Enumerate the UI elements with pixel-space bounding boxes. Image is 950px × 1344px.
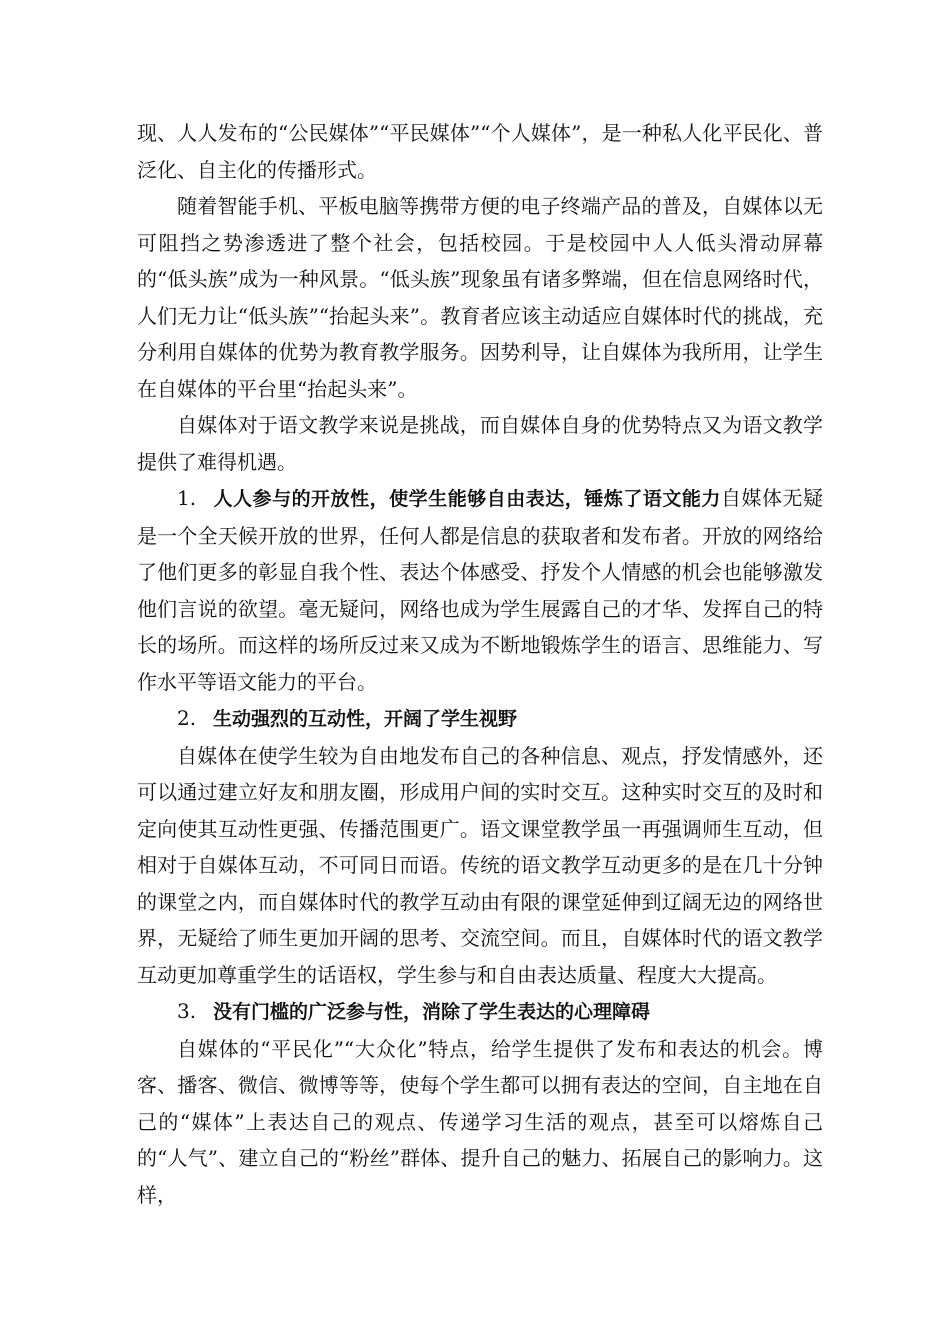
section-3-number: 3. bbox=[177, 999, 197, 1023]
section-1-body: 自媒体无疑是一个全天候开放的世界，任何人都是信息的获取者和发布者。开放的网络给了他们更多的彰显自我个性、表达个体感受、抒发个人情感的机会也能够激发他们言说的欲望。毫无疑问，网络也成为学生展露自己的才华、发挥自己的特长的场所。而这样的场所反过来又成为不断地锻炼学生的语言、思维能力、写作水平等语文能力的平台。 bbox=[137, 486, 823, 694]
section-2-number: 2. bbox=[177, 706, 197, 730]
section-3-heading: 没有门槛的广泛参与性，消除了学生表达的心理障碍 bbox=[213, 1001, 651, 1023]
paragraph-challenge-opportunity: 自媒体对于语文教学来说是挑战，而自媒体自身的优势特点又为语文教学提供了难得机遇。 bbox=[137, 413, 823, 474]
section-1-number: 1. bbox=[177, 486, 197, 510]
section-1-heading: 人人参与的开放性，使学生能够自由表达，锤炼了语文能力 bbox=[213, 488, 721, 510]
document-page bbox=[137, 115, 823, 1213]
section-3-body: 自媒体的“平民化”“大众化”特点，给学生提供了发布和表达的机会。博客、播客、微信、微博等等，使每个学生都可以拥有表达的空间，自主地在自己的“媒体”上表达自己的观点、传递学习生活的观点，甚至可以熔炼自己的“人气”、建立自己的“粉丝”群体、提升自己的魅力、拓展自己的影响力。这样， bbox=[137, 1036, 823, 1207]
paragraph-continued: 现、人人发布的“公民媒体”“平民媒体”“个人媒体”，是一种私人化平民化、普泛化、自主化的传播形式。 bbox=[137, 121, 823, 182]
section-2-heading: 生动强烈的互动性，开阔了学生视野 bbox=[213, 708, 518, 730]
section-1 bbox=[137, 480, 823, 700]
section-2-body: 自媒体在使学生较为自由地发布自己的各种信息、观点，抒发情感外，还可以通过建立好友和朋友圈，形成用户间的实时交互。这种实时交互的及时和定向使其互动性更强、传播范围更广。语文课堂教学虽一再强调师生互动，但相对于自媒体互动，不可同日而语。传统的语文教学互动更多的是在几十分钟的课堂之内，而自媒体时代的教学互动由有限的课堂延伸到辽阔无边的网络世界，无疑给了师生更加开阔的思考、交流空间。而且，自媒体时代的语文教学互动更加尊重学生的话语权，学生参与和自由表达质量、程度大大提高。 bbox=[137, 743, 823, 987]
section-2-heading-line bbox=[137, 700, 823, 738]
section-3-heading-line bbox=[137, 993, 823, 1031]
paragraph-low-head-tribe: 随着智能手机、平板电脑等携带方便的电子终端产品的普及，自媒体以无可阻挡之势渗透进了整个社会，包括校园。于是校园中人人低头滑动屏幕的“低头族”成为一种风景。“低头族”现象虽有诸多弊端，但在信息网络时代，人们无力让“低头族”“抬起头来”。教育者应该主动适应自媒体时代的挑战，充分利用自媒体的优势为教育教学服务。因势利导，让自媒体为我所用，让学生在自媒体的平台里“抬起头来”。 bbox=[137, 194, 823, 401]
